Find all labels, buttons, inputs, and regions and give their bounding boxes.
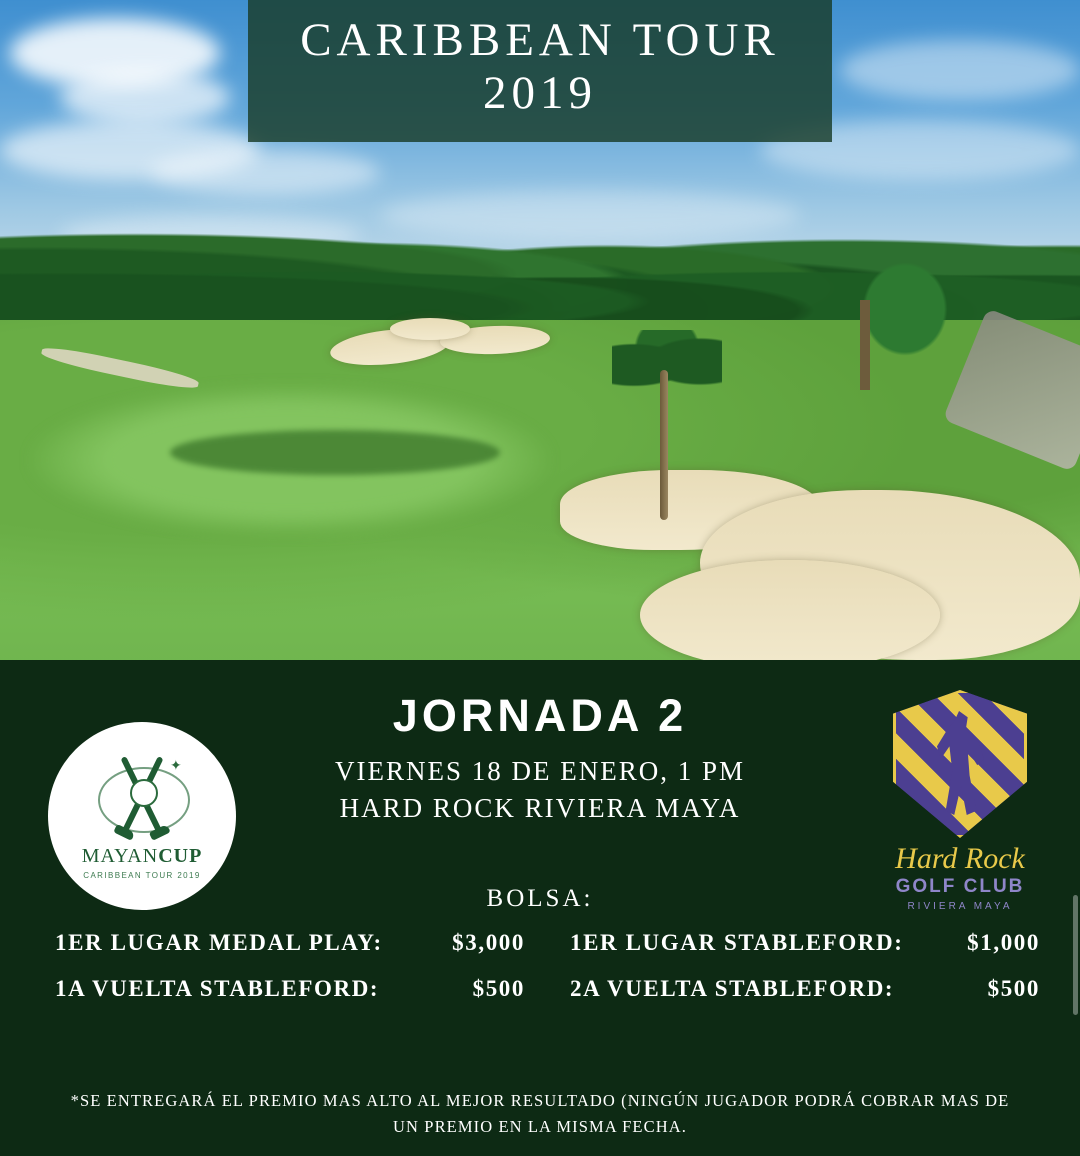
tree-trunk bbox=[860, 300, 870, 390]
golf-ball-icon bbox=[130, 779, 158, 807]
purse-heading: BOLSA: bbox=[486, 885, 594, 912]
hard-rock-wordmark: Hard Rock bbox=[895, 842, 1025, 875]
rough-patch bbox=[170, 430, 500, 475]
prize-item bbox=[55, 976, 525, 1002]
poster-title-line1: CARIBBEAN TOUR bbox=[300, 14, 780, 67]
sand-bunker bbox=[390, 318, 470, 340]
cloud bbox=[60, 70, 230, 125]
event-details bbox=[250, 690, 830, 830]
cloud bbox=[840, 40, 1080, 100]
prize-row bbox=[55, 976, 1040, 1002]
prize-amount: $1,000 bbox=[967, 930, 1040, 955]
prize-item bbox=[525, 976, 1040, 1002]
sand-bunker bbox=[640, 560, 940, 660]
crossed-golf-clubs-icon bbox=[82, 753, 202, 841]
prize-item bbox=[525, 930, 1040, 956]
mayan-cup-subtitle: CARIBBEAN TOUR 2019 bbox=[83, 870, 201, 880]
argyle-shield-icon bbox=[893, 690, 1027, 838]
scrollbar[interactable] bbox=[1073, 895, 1078, 1015]
prize-list bbox=[55, 930, 1040, 1022]
star-icon: ✦ bbox=[170, 756, 182, 773]
mayan-word-bold: CUP bbox=[158, 844, 203, 867]
event-venue: HARD ROCK RIVIERA MAYA bbox=[339, 793, 741, 823]
mayan-cup-wordmark bbox=[82, 845, 203, 868]
riviera-maya-label: RIVIERA MAYA bbox=[907, 901, 1013, 912]
golfer-silhouette-icon bbox=[936, 711, 984, 815]
prize-label: 1ER LUGAR MEDAL PLAY: bbox=[55, 930, 383, 955]
prize-amount: $500 bbox=[987, 976, 1040, 1001]
prize-label: 1A VUELTA STABLEFORD: bbox=[55, 976, 380, 1001]
prize-item bbox=[55, 930, 525, 956]
prize-amount: $3,000 bbox=[452, 930, 525, 955]
footnote: *SE ENTREGARÁ EL PREMIO MAS ALTO AL MEJOR RESULTADO (NINGÚN JUGADOR PODRÁ COBRAR MAS DE UN PREMIO EN LA MISMA FECHA. bbox=[70, 1091, 1010, 1136]
mayan-word-light: MAYAN bbox=[81, 844, 159, 867]
title-banner bbox=[248, 0, 832, 142]
poster-title-line2: 2019 bbox=[483, 66, 597, 119]
prize-row bbox=[55, 930, 1040, 956]
prize-amount: $500 bbox=[472, 976, 525, 1001]
mayan-cup-logo bbox=[48, 722, 236, 910]
jornada-title: JORNADA 2 bbox=[392, 690, 688, 741]
golf-club-label: GOLF CLUB bbox=[895, 876, 1025, 897]
prize-label: 2A VUELTA STABLEFORD: bbox=[570, 976, 895, 1001]
event-date: VIERNES 18 DE ENERO, 1 PM bbox=[334, 756, 745, 786]
prize-label: 1ER LUGAR STABLEFORD: bbox=[570, 930, 904, 955]
palm-tree-trunk bbox=[660, 370, 668, 520]
